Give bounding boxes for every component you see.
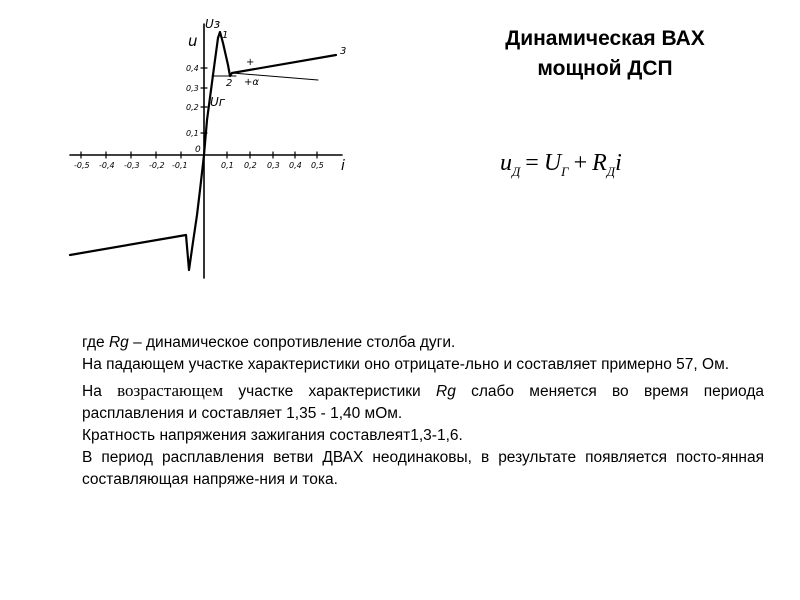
vac-curve-positive [204, 32, 336, 155]
x-tick-label: -0,4 [99, 161, 115, 170]
x-tick-label: 0,4 [289, 161, 302, 170]
origin-label: 0 [195, 145, 201, 155]
increasing-word: возрастающем [117, 381, 224, 400]
uz-label: Uз [205, 17, 221, 31]
paragraph-5: В период расплавления ветви ДВАХ неодинаковы, в результате появляется посто-янная составляющая напряже-ния и тока. [82, 449, 764, 488]
y-axis-label: u [188, 32, 198, 50]
formula-i: i [615, 150, 622, 176]
y-tick-label: 0,4 [186, 64, 199, 73]
formula-u-sub: Г [561, 164, 569, 179]
point-label-2: 2 [226, 78, 233, 89]
formula-plus: + [573, 150, 588, 176]
vac-graph [60, 10, 360, 295]
x-tick-label: 0,2 [244, 161, 257, 170]
point-label-3: 3 [340, 46, 347, 57]
formula-r-sub: Д [606, 164, 616, 179]
angle-label-plus: + [246, 57, 255, 68]
point-label-1: 1 [222, 30, 229, 41]
paragraph-3: На возрастающем участке характеристики Rg слабо меняется во время периода расплавления и составляет 1,35 - 1,40 мОм. [82, 381, 765, 422]
x-tick-label: 0,5 [311, 161, 324, 170]
title-line-2: мощной ДСП [537, 57, 673, 80]
formula-lhs: u [500, 150, 512, 176]
body-text [82, 332, 764, 491]
ug-label: Uг [210, 95, 226, 109]
x-tick-label: -0,5 [74, 161, 90, 170]
rg-symbol: Rg [436, 383, 456, 400]
y-tick-label: 0,3 [186, 84, 199, 93]
paragraph-1: где Rg – динамическое сопротивление столба дуги. [82, 334, 456, 351]
x-axis-label: i [341, 158, 345, 174]
formula-lhs-sub: Д [512, 164, 521, 179]
y-tick-label: 0,2 [186, 103, 199, 112]
formula-u: U [543, 150, 562, 176]
x-tick-label: 0,1 [221, 161, 234, 170]
paragraph-4: Кратность напряжения зажигания составлеят1,3-1,6. [82, 427, 463, 444]
formula-r: R [592, 150, 607, 176]
formula-equals: = [525, 150, 539, 176]
vac-curve-negative [70, 155, 204, 270]
rg-symbol: Rg [108, 334, 129, 351]
x-tick-label: -0,2 [149, 161, 165, 170]
y-tick-label: 0,1 [186, 129, 199, 138]
paragraph-2: На падающем участке характеристики оно отрицате-льно и составляет примерно 57, Ом. [82, 356, 730, 373]
slide-title [440, 24, 770, 84]
title-line-1: Динамическая ВАХ [505, 27, 705, 50]
angle-label-plus-alpha: +α [244, 77, 259, 88]
x-tick-label: -0,3 [124, 161, 140, 170]
x-tick-label: 0,3 [267, 161, 280, 170]
x-tick-label: -0,1 [172, 161, 188, 170]
arc-voltage-formula [500, 150, 622, 180]
